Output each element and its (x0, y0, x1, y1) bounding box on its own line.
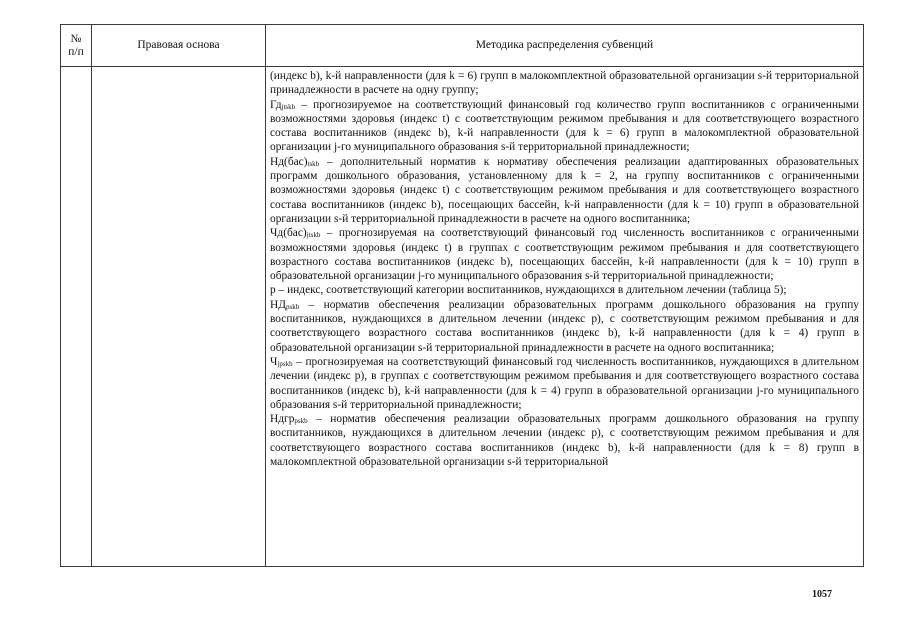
variable-symbol (270, 227, 320, 239)
header-methodology: Методика распределения субвенций (475, 39, 654, 51)
variable-symbol-subscript: jtskb (281, 102, 296, 111)
methodology-paragraph (270, 155, 859, 226)
paragraph-text: – дополнительный норматив к нормативу обеспечения реализации адаптированных образовательных программ дошкольного образования, установленному для k = 2, на группу воспитанников с ограниченными возможностями здоровья (индекс t) с соответствующим режимом пребывания и для соответствующего возрастного состава воспитанников (индекс b), посещающих бассейн, k-й направленности (для k = 10) групп в образовательной организации s-й территориальной принадлежности в расчете на одного воспитанника; (270, 155, 859, 225)
variable-symbol-base: НД (270, 298, 286, 311)
methodology-table (60, 24, 864, 567)
paragraph-text: (индекс b), k-й направленности (для k = 6) групп в малокомплектной образовательной организации s-й территориальной принадлежности в расчете на одну группу; (270, 70, 859, 97)
header-legal-basis: Правовая основа (137, 39, 220, 51)
paragraph-text: – прогнозируемая на соответствующий финансовый год численность воспитанников, нуждающихся в длительном лечении (индекс p), в группах с соответствующим режимом пребывания и для соответствующего возрастного состава воспитанников (индекс b), k-й направленности (для k = 4) групп в образовательной организации j-го муниципального образования s-й территориальной принадлежности; (270, 355, 859, 411)
page-number: 1057 (812, 589, 832, 600)
variable-symbol (270, 413, 308, 425)
methodology-text-cell (270, 69, 859, 565)
variable-symbol-base: Ч (270, 355, 278, 368)
paragraph-text: – норматив обеспечения реализации образовательных программ дошкольного образования на группу воспитанников, нуждающихся в длительном лечении (индекс p), с соответствующим режимом пребывания и для соответствующего возрастного состава воспитанников (индекс b), k-й направленности (для k = 4) групп в образовательной организации s-й территориальной принадлежности в расчете на одного воспитанника; (270, 298, 859, 354)
header-number-abbrev: п/п (68, 45, 84, 58)
variable-symbol (270, 99, 295, 111)
methodology-paragraph (270, 412, 859, 469)
variable-symbol-base: Гд (270, 98, 282, 111)
methodology-paragraph (270, 355, 859, 412)
header-number-symbol: № (70, 32, 82, 45)
variable-symbol-subscript: tskb (307, 159, 320, 168)
methodology-paragraph (270, 283, 859, 297)
variable-symbol (270, 299, 299, 311)
header-number-cell (61, 25, 91, 66)
paragraph-text: – прогнозируемое на соответствующий финансовый год количество групп воспитанников с ограниченными возможностями здоровья (индекс t) с соответствующим режимом пребывания и для соответствующего возрастного состава воспитанников (индекс b), k-й направленности (для k = 6) групп в малокомплектной образовательной организации j-го муниципального образования s-й территориальной принадлежности; (270, 98, 859, 154)
paragraph-text: – норматив обеспечения реализации образовательных программ дошкольного образования на группу воспитанников, нуждающихся в длительном лечении (индекс p), с соответствующим режимом пребывания и для соответствующего возрастного состава воспитанников (индекс b), k-й направленности (для k = 8) групп в малокомплектной образовательной организации s-й территориальной (270, 413, 859, 469)
variable-symbol-subscript: jtskb (306, 231, 321, 240)
paragraph-text: – прогнозируемая на соответствующий финансовый год численность воспитанников с ограниченными возможностями здоровья (индекс t) в группах с соответствующим режимом пребывания и для соответствующего возрастного состава воспитанников (индекс b), посещающих бассейн, k-й направленности (для k = 10) групп в образовательной организации j-го муниципального образования s-й территориальной принадлежности; (270, 227, 859, 283)
paragraph-text: p – индекс, соответствующий категории воспитанников, нуждающихся в длительном лечении (таблица 5); (270, 284, 787, 297)
table-header-row (61, 25, 863, 67)
variable-symbol (270, 156, 319, 168)
methodology-paragraph (270, 69, 859, 98)
methodology-paragraph (270, 226, 859, 283)
column-divider-basis (265, 25, 266, 566)
variable-symbol (270, 356, 293, 368)
variable-symbol-base: Нд(бас) (270, 155, 308, 168)
variable-symbol-subscript: jpskb (277, 359, 293, 368)
variable-symbol-subscript: pskb (294, 417, 308, 426)
variable-symbol-base: Ндгр (270, 413, 295, 426)
variable-symbol-base: Чд(бас) (270, 227, 307, 240)
variable-symbol-subscript: pskb (286, 302, 300, 311)
methodology-paragraph (270, 98, 859, 155)
methodology-paragraph (270, 298, 859, 355)
column-divider-number (91, 25, 92, 566)
